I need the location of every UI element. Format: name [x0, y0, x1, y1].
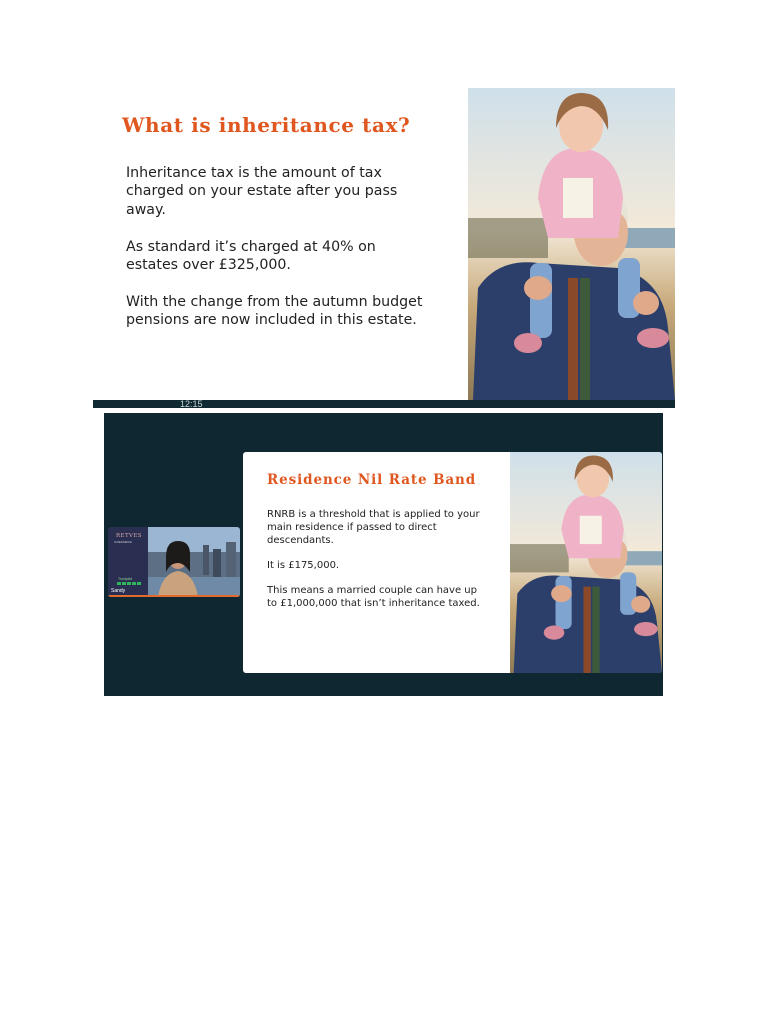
slide-paragraph: As standard it’s charged at 40% on estates over £325,000.	[126, 238, 376, 274]
slide-paragraph: With the change from the autumn budget pensions are now included in this estate.	[126, 294, 423, 329]
slide-body	[126, 164, 426, 348]
background-banner	[108, 527, 148, 597]
grandfather-child-photo	[468, 88, 675, 400]
slide-body	[267, 509, 487, 623]
participant-name: Sandy	[111, 588, 126, 594]
slide-paragraph: Inheritance tax is the amount of tax charged on your estate after you pass away.	[126, 165, 398, 218]
timestamp: 12:15	[180, 400, 203, 408]
slide-paragraph: This means a married couple can have up to £1,000,000 that isn’t inheritance taxed.	[267, 585, 480, 609]
slide-title: What is inheritance tax?	[122, 113, 411, 137]
rating-text: Trustpilot	[118, 577, 133, 581]
participant-camera-feed	[148, 527, 240, 597]
slide-paragraph: RNRB is a threshold that is applied to your main residence if passed to direct descendants.	[267, 509, 480, 546]
slide-title: Residence Nil Rate Band	[267, 472, 477, 488]
slide-what-is-inheritance-tax	[93, 85, 675, 408]
active-speaker-indicator	[108, 595, 240, 597]
slide-paragraph: It is £175,000.	[267, 559, 340, 571]
grandfather-child-photo	[510, 452, 662, 673]
brand-subtitle: IN RESIDENCE	[114, 541, 132, 544]
participant-video-tile[interactable]	[108, 527, 240, 597]
slide-residence-nil-rate-band	[243, 452, 662, 673]
rating-stars-icon	[117, 582, 141, 585]
meeting-screen-share	[104, 413, 663, 696]
brand-logo-text: RETVES	[116, 533, 142, 539]
